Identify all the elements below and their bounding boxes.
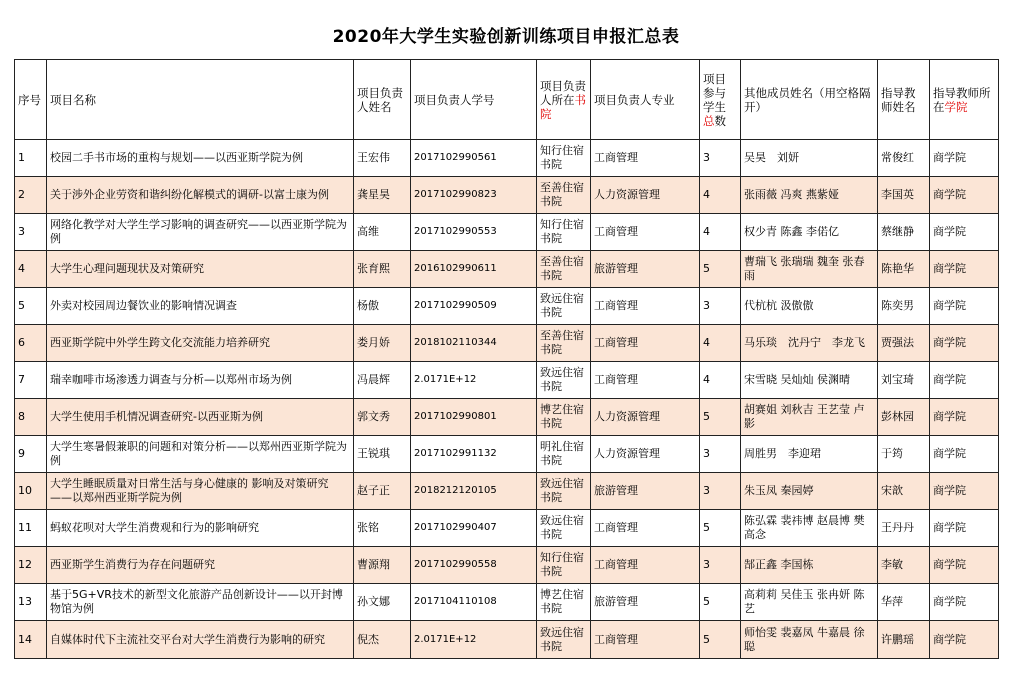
- cell-members: 代杭杭 汲傲傲: [741, 288, 878, 325]
- cell-members: 张雨薇 冯爽 燕紫娅: [741, 177, 878, 214]
- cell-members: 胡赛姐 刘秋吉 王艺莹 卢影: [741, 399, 878, 436]
- cell-seq: 4: [15, 251, 47, 288]
- header-major: 项目负责人专业: [591, 60, 700, 140]
- cell-advisor: 常俊红: [878, 140, 930, 177]
- cell-student-id: 2017102990407: [411, 510, 537, 547]
- cell-seq: 3: [15, 214, 47, 251]
- cell-major: 工商管理: [591, 547, 700, 584]
- cell-count: 4: [700, 362, 741, 399]
- cell-student-id: 2018212120105: [411, 473, 537, 510]
- cell-college: 至善住宿书院: [537, 177, 591, 214]
- cell-seq: 1: [15, 140, 47, 177]
- cell-college: 致远住宿书院: [537, 362, 591, 399]
- cell-leader: 娄月娇: [354, 325, 411, 362]
- cell-project-name: 网络化教学对大学生学习影响的调查研究——以西亚斯学院为例: [47, 214, 354, 251]
- cell-major: 工商管理: [591, 288, 700, 325]
- cell-leader: 曹源翔: [354, 547, 411, 584]
- cell-college: 致远住宿书院: [537, 510, 591, 547]
- cell-seq: 5: [15, 288, 47, 325]
- cell-project-name: 瑞幸咖啡市场渗透力调查与分析—以郑州市场为例: [47, 362, 354, 399]
- cell-college: 知行住宿书院: [537, 547, 591, 584]
- project-summary-table: [14, 59, 999, 659]
- cell-leader: 高维: [354, 214, 411, 251]
- cell-college: 至善住宿书院: [537, 251, 591, 288]
- header-advisor: 指导教师姓名: [878, 60, 930, 140]
- cell-members: 权少青 陈鑫 李偌亿: [741, 214, 878, 251]
- cell-seq: 11: [15, 510, 47, 547]
- table-row: [15, 325, 999, 362]
- cell-college: 致远住宿书院: [537, 288, 591, 325]
- cell-project-name: 西亚斯学生消费行为存在问题研究: [47, 547, 354, 584]
- cell-advisor: 王丹丹: [878, 510, 930, 547]
- cell-project-name: 大学生寒暑假兼职的问题和对策分析——以郑州西亚斯学院为例: [47, 436, 354, 473]
- cell-student-id: 2017102991132: [411, 436, 537, 473]
- cell-seq: 12: [15, 547, 47, 584]
- cell-major: 旅游管理: [591, 251, 700, 288]
- cell-advisor-school: 商学院: [930, 362, 999, 399]
- cell-college: 致远住宿书院: [537, 621, 591, 659]
- cell-project-name: 外卖对校园周边餐饮业的影响情况调查: [47, 288, 354, 325]
- header-leader: 项目负责人姓名: [354, 60, 411, 140]
- cell-members: 朱玉凤 秦园婷: [741, 473, 878, 510]
- cell-project-name: 大学生使用手机情况调查研究-以西亚斯为例: [47, 399, 354, 436]
- cell-leader: 张铭: [354, 510, 411, 547]
- cell-major: 工商管理: [591, 362, 700, 399]
- cell-student-id: 2017102990553: [411, 214, 537, 251]
- cell-advisor: 彭林园: [878, 399, 930, 436]
- cell-members: 曹瑞飞 张瑞瑞 魏奎 张春雨: [741, 251, 878, 288]
- table-row: [15, 399, 999, 436]
- cell-major: 人力资源管理: [591, 399, 700, 436]
- cell-advisor-school: 商学院: [930, 177, 999, 214]
- cell-college: 至善住宿书院: [537, 325, 591, 362]
- cell-project-name: 关于涉外企业劳资和谐纠纷化解模式的调研-以富士康为例: [47, 177, 354, 214]
- cell-advisor: 李国英: [878, 177, 930, 214]
- cell-project-name: 蚂蚁花呗对大学生消费观和行为的影响研究: [47, 510, 354, 547]
- cell-members: 吴昊 刘妍: [741, 140, 878, 177]
- cell-count: 3: [700, 288, 741, 325]
- header-count: 项目参与学生总数: [700, 60, 741, 140]
- header-seq: 序号: [15, 60, 47, 140]
- cell-seq: 6: [15, 325, 47, 362]
- cell-leader: 王锐琪: [354, 436, 411, 473]
- cell-advisor-school: 商学院: [930, 140, 999, 177]
- cell-major: 人力资源管理: [591, 436, 700, 473]
- cell-major: 旅游管理: [591, 584, 700, 621]
- cell-major: 工商管理: [591, 510, 700, 547]
- header-project-name: 项目名称: [47, 60, 354, 140]
- cell-college: 知行住宿书院: [537, 214, 591, 251]
- cell-major: 工商管理: [591, 621, 700, 659]
- cell-leader: 郭文秀: [354, 399, 411, 436]
- cell-advisor-school: 商学院: [930, 621, 999, 659]
- cell-advisor-school: 商学院: [930, 436, 999, 473]
- cell-project-name: 西亚斯学院中外学生跨文化交流能力培养研究: [47, 325, 354, 362]
- cell-student-id: 2.0171E+12: [411, 362, 537, 399]
- cell-student-id: 2018102110344: [411, 325, 537, 362]
- cell-advisor: 贾强法: [878, 325, 930, 362]
- cell-advisor: 蔡继静: [878, 214, 930, 251]
- table-row: [15, 584, 999, 621]
- cell-advisor-school: 商学院: [930, 547, 999, 584]
- cell-leader: 赵子正: [354, 473, 411, 510]
- cell-count: 3: [700, 436, 741, 473]
- cell-count: 3: [700, 473, 741, 510]
- table-row: [15, 362, 999, 399]
- cell-leader: 龚星昊: [354, 177, 411, 214]
- header-row: [15, 60, 999, 140]
- table-row: [15, 547, 999, 584]
- cell-advisor: 许鹏瑶: [878, 621, 930, 659]
- table-row: [15, 251, 999, 288]
- cell-count: 3: [700, 140, 741, 177]
- cell-student-id: 2017102990561: [411, 140, 537, 177]
- cell-seq: 13: [15, 584, 47, 621]
- cell-count: 5: [700, 510, 741, 547]
- table-row: [15, 621, 999, 659]
- cell-advisor: 宋歆: [878, 473, 930, 510]
- cell-count: 5: [700, 621, 741, 659]
- table-row: [15, 436, 999, 473]
- cell-student-id: 2.0171E+12: [411, 621, 537, 659]
- cell-major: 工商管理: [591, 140, 700, 177]
- cell-project-name: 自媒体时代下主流社交平台对大学生消费行为影响的研究: [47, 621, 354, 659]
- cell-major: 旅游管理: [591, 473, 700, 510]
- cell-major: 工商管理: [591, 214, 700, 251]
- cell-members: 周胜男 李迎珺: [741, 436, 878, 473]
- cell-project-name: 基于5G+VR技术的新型文化旅游产品创新设计——以开封博物馆为例: [47, 584, 354, 621]
- cell-project-name: 校园二手书市场的重构与规划——以西亚斯学院为例: [47, 140, 354, 177]
- cell-advisor-school: 商学院: [930, 325, 999, 362]
- cell-major: 人力资源管理: [591, 177, 700, 214]
- cell-student-id: 2017102990509: [411, 288, 537, 325]
- cell-count: 3: [700, 547, 741, 584]
- cell-advisor: 于筠: [878, 436, 930, 473]
- cell-advisor: 刘宝琦: [878, 362, 930, 399]
- cell-advisor-school: 商学院: [930, 584, 999, 621]
- cell-leader: 杨傲: [354, 288, 411, 325]
- cell-members: 师怡雯 裴嘉凤 牛嘉晨 徐聪: [741, 621, 878, 659]
- cell-student-id: 2017102990558: [411, 547, 537, 584]
- cell-student-id: 2016102990611: [411, 251, 537, 288]
- cell-project-name: 大学生睡眠质量对日常生活与身心健康的 影响及对策研究——以郑州西亚斯学院为例: [47, 473, 354, 510]
- header-advisor-school: 指导教师所在学院: [930, 60, 999, 140]
- cell-advisor: 李敏: [878, 547, 930, 584]
- cell-student-id: 2017102990801: [411, 399, 537, 436]
- cell-leader: 孙文娜: [354, 584, 411, 621]
- cell-members: 郜正鑫 李国栋: [741, 547, 878, 584]
- cell-college: 知行住宿书院: [537, 140, 591, 177]
- cell-members: 马乐琰 沈丹宁 李龙飞: [741, 325, 878, 362]
- cell-project-name: 大学生心理问题现状及对策研究: [47, 251, 354, 288]
- page-title: 2020年大学生实验创新训练项目申报汇总表: [332, 27, 680, 47]
- cell-leader: 冯晨辉: [354, 362, 411, 399]
- header-college: 项目负责人所在书院: [537, 60, 591, 140]
- cell-members: 宋雪晓 吴灿灿 侯渊晴: [741, 362, 878, 399]
- cell-seq: 9: [15, 436, 47, 473]
- cell-advisor: 陈奕男: [878, 288, 930, 325]
- cell-leader: 王宏伟: [354, 140, 411, 177]
- cell-advisor: 华萍: [878, 584, 930, 621]
- cell-members: 高莉莉 吴佳玉 张冉妍 陈艺: [741, 584, 878, 621]
- cell-count: 4: [700, 325, 741, 362]
- table-row: [15, 288, 999, 325]
- cell-count: 5: [700, 399, 741, 436]
- cell-advisor: 陈艳华: [878, 251, 930, 288]
- cell-count: 5: [700, 251, 741, 288]
- cell-advisor-school: 商学院: [930, 473, 999, 510]
- cell-student-id: 2017104110108: [411, 584, 537, 621]
- cell-major: 工商管理: [591, 325, 700, 362]
- table-row: [15, 140, 999, 177]
- table-row: [15, 214, 999, 251]
- cell-student-id: 2017102990823: [411, 177, 537, 214]
- cell-leader: 倪杰: [354, 621, 411, 659]
- header-student-id: 项目负责人学号: [411, 60, 537, 140]
- cell-count: 4: [700, 177, 741, 214]
- cell-advisor-school: 商学院: [930, 399, 999, 436]
- cell-advisor-school: 商学院: [930, 251, 999, 288]
- header-members: 其他成员姓名（用空格隔开）: [741, 60, 878, 140]
- cell-count: 4: [700, 214, 741, 251]
- cell-seq: 7: [15, 362, 47, 399]
- cell-seq: 10: [15, 473, 47, 510]
- cell-advisor-school: 商学院: [930, 288, 999, 325]
- cell-leader: 张育熙: [354, 251, 411, 288]
- cell-count: 5: [700, 584, 741, 621]
- table-row: [15, 177, 999, 214]
- cell-college: 博艺住宿书院: [537, 584, 591, 621]
- cell-advisor-school: 商学院: [930, 214, 999, 251]
- cell-seq: 8: [15, 399, 47, 436]
- cell-college: 明礼住宿书院: [537, 436, 591, 473]
- cell-advisor-school: 商学院: [930, 510, 999, 547]
- table-row: [15, 510, 999, 547]
- table-row: [15, 473, 999, 510]
- cell-members: 陈弘霖 裴祎博 赵晨博 樊高念: [741, 510, 878, 547]
- cell-college: 博艺住宿书院: [537, 399, 591, 436]
- cell-college: 致远住宿书院: [537, 473, 591, 510]
- cell-seq: 14: [15, 621, 47, 659]
- cell-seq: 2: [15, 177, 47, 214]
